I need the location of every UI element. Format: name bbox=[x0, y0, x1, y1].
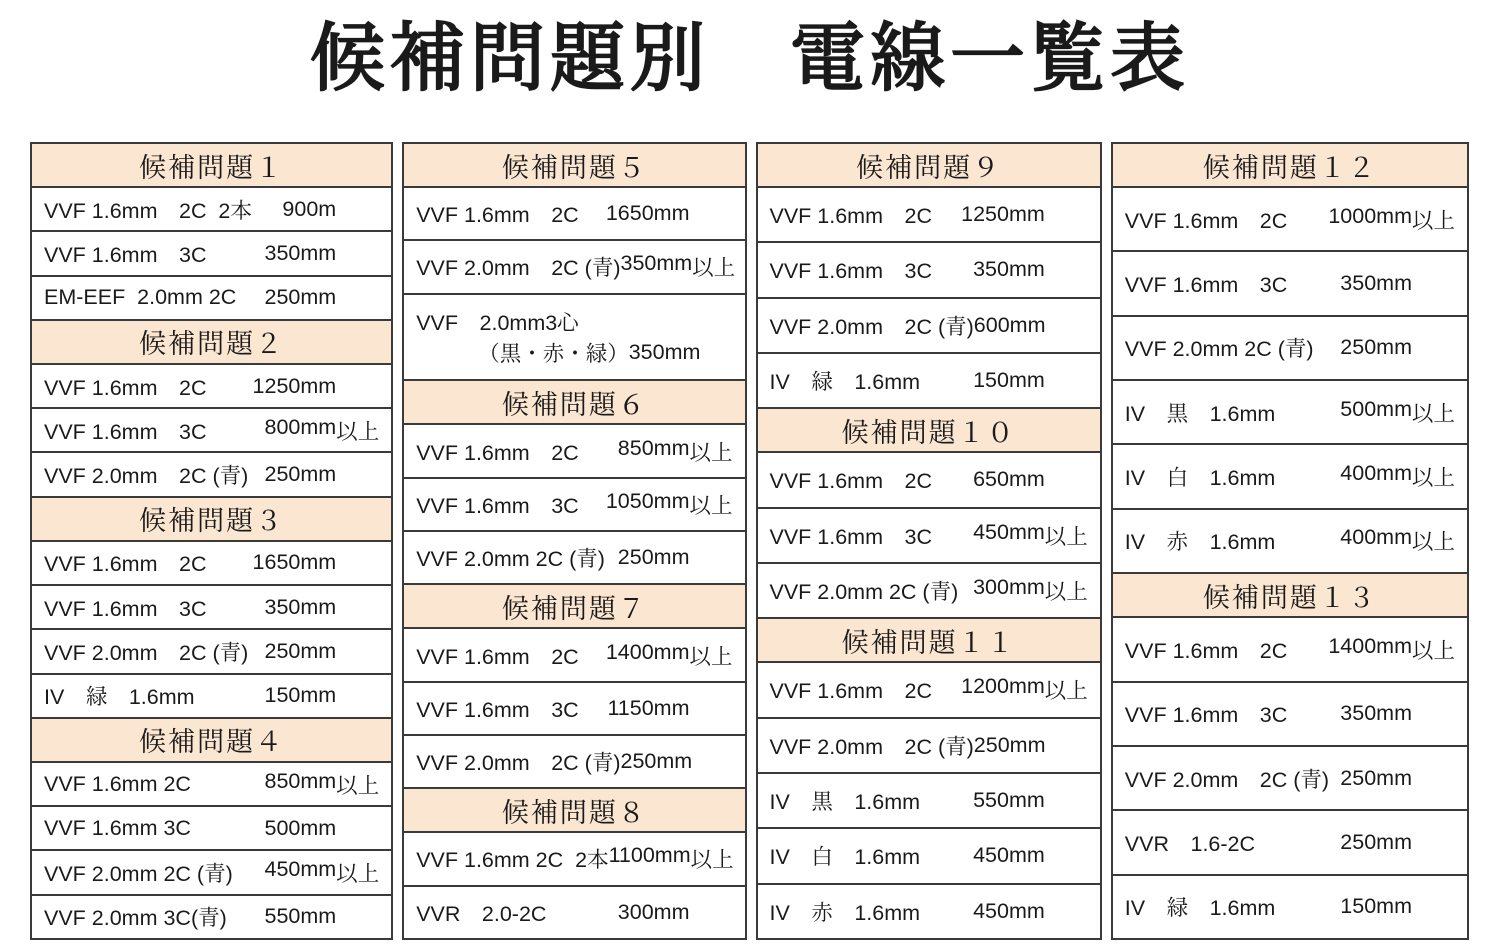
row-length-value: 250mm bbox=[1340, 765, 1412, 790]
row-length-value: 250mm bbox=[1340, 829, 1412, 854]
row-length bbox=[1340, 830, 1457, 855]
row-length-suffix bbox=[1412, 894, 1457, 919]
problem-section bbox=[30, 717, 393, 940]
row-spec: IV 赤 1.6mm bbox=[1124, 530, 1276, 555]
section-header: 候補問題８ bbox=[402, 787, 746, 833]
section-header: 候補問題７ bbox=[402, 583, 746, 629]
row-spec: IV 白 1.6mm bbox=[769, 845, 921, 870]
row-length-value: 250mm bbox=[264, 285, 337, 310]
row-length-suffix: 以上 bbox=[1044, 524, 1088, 549]
row-length-value: 1250mm bbox=[252, 373, 337, 398]
row-spec: IV 緑 1.6mm bbox=[1124, 896, 1276, 921]
table-row bbox=[30, 186, 393, 232]
problem-section bbox=[402, 787, 746, 940]
table-row bbox=[1111, 186, 1469, 252]
row-length-value: 300mm bbox=[617, 899, 690, 924]
row-length-suffix bbox=[1045, 899, 1090, 924]
row-length bbox=[973, 368, 1090, 393]
row-spec: IV 緑 1.6mm bbox=[769, 370, 921, 395]
table-row bbox=[402, 239, 746, 294]
table-row bbox=[756, 241, 1102, 298]
problem-section bbox=[30, 142, 393, 321]
row-length bbox=[609, 843, 736, 874]
row-spec: IV 黒 1.6mm bbox=[769, 790, 921, 815]
row-length bbox=[606, 640, 735, 671]
row-length-suffix: 以上 bbox=[692, 256, 736, 281]
row-length-value: 1200mm bbox=[961, 674, 1045, 699]
row-length bbox=[607, 696, 734, 721]
row-length-value: 1000mm bbox=[1328, 203, 1412, 228]
row-spec: VVF 1.6mm 2C bbox=[44, 552, 207, 577]
row-length-value: 1650mm bbox=[252, 550, 337, 575]
section-header: 候補問題２ bbox=[30, 319, 393, 365]
column-3 bbox=[756, 142, 1102, 940]
row-length bbox=[265, 639, 382, 664]
row-length-value: 250mm bbox=[264, 638, 337, 663]
table-row bbox=[30, 805, 393, 851]
row-length-value: 150mm bbox=[264, 683, 337, 708]
row-length-value: 350mm bbox=[620, 251, 693, 276]
row-spec: VVF 2.0mm 2C (青) bbox=[1124, 767, 1330, 792]
row-length-value: 800mm bbox=[264, 414, 337, 439]
table-row bbox=[30, 628, 393, 674]
row-length-value: 650mm bbox=[973, 467, 1045, 492]
row-length bbox=[265, 241, 382, 266]
row-length-value: 250mm bbox=[617, 545, 690, 570]
row-length-value: 350mm bbox=[264, 240, 337, 265]
row-spec: IV 緑 1.6mm bbox=[44, 685, 195, 710]
row-length-suffix bbox=[1045, 843, 1090, 868]
section-header: 候補問題１３ bbox=[1111, 572, 1469, 618]
problem-section bbox=[756, 407, 1102, 619]
row-length-value: 350mm bbox=[1340, 271, 1412, 296]
row-length-suffix bbox=[690, 900, 735, 925]
table-row bbox=[756, 297, 1102, 354]
row-spec: VVF 1.6mm 2C 2本 bbox=[44, 198, 252, 223]
table-row bbox=[756, 827, 1102, 884]
row-length-suffix bbox=[1412, 701, 1457, 726]
row-length-value: 1050mm bbox=[605, 488, 690, 513]
row-length bbox=[620, 251, 737, 282]
row-spec: VVF 2.0mm 2C (青) bbox=[769, 734, 974, 759]
row-spec: VVF 1.6mm 3C bbox=[416, 697, 579, 722]
row-length-suffix: 以上 bbox=[336, 773, 380, 798]
table-row bbox=[1111, 508, 1469, 574]
table-row bbox=[402, 477, 746, 532]
row-spec: VVF 2.0mm 2C (青) bbox=[44, 464, 249, 489]
row-spec: VVF 2.0mm 2C (青) bbox=[769, 580, 959, 605]
table-row bbox=[756, 507, 1102, 564]
row-length-suffix: 以上 bbox=[690, 848, 734, 873]
row-length bbox=[265, 769, 382, 800]
row-length-value: 400mm bbox=[1340, 461, 1412, 486]
row-length-suffix: 以上 bbox=[336, 419, 380, 444]
section-header: 候補問題６ bbox=[402, 379, 746, 425]
row-spec: VVF 2.0mm 2C (青) bbox=[1124, 337, 1314, 362]
row-length bbox=[618, 436, 735, 467]
row-length bbox=[629, 340, 746, 365]
row-spec: VVF 1.6mm 2C bbox=[769, 469, 932, 494]
row-length-suffix bbox=[1045, 788, 1090, 813]
row-length bbox=[973, 467, 1090, 492]
wire-table-grid bbox=[30, 142, 1469, 940]
row-length-value: 1650mm bbox=[605, 201, 690, 226]
table-row bbox=[756, 451, 1102, 508]
problem-section bbox=[402, 142, 746, 381]
row-length-value: 850mm bbox=[617, 435, 690, 460]
table-row bbox=[402, 885, 746, 940]
row-length bbox=[253, 550, 382, 575]
row-length bbox=[265, 904, 382, 929]
table-row bbox=[756, 562, 1102, 619]
table-row bbox=[756, 661, 1102, 718]
row-length bbox=[1340, 461, 1457, 492]
row-length-suffix bbox=[336, 462, 381, 487]
row-length bbox=[606, 201, 735, 226]
row-length bbox=[265, 816, 382, 841]
row-line-1 bbox=[416, 306, 734, 337]
row-spec: VVF 1.6mm 3C bbox=[44, 596, 207, 621]
row-length-suffix bbox=[1045, 467, 1090, 492]
row-spec: VVF 1.6mm 3C bbox=[416, 493, 579, 518]
row-length-value: 150mm bbox=[973, 368, 1045, 393]
row-length-suffix bbox=[690, 545, 735, 570]
row-spec: VVR 2.0-2C bbox=[416, 901, 547, 926]
row-length bbox=[973, 257, 1090, 282]
problem-section bbox=[756, 617, 1102, 940]
row-length-value: 600mm bbox=[973, 312, 1046, 337]
table-row bbox=[30, 451, 393, 497]
row-length-value: 1400mm bbox=[605, 639, 690, 664]
row-spec: IV 赤 1.6mm bbox=[769, 900, 921, 925]
table-row bbox=[402, 627, 746, 682]
table-row bbox=[1111, 250, 1469, 316]
row-spec: VVF 1.6mm 2C bbox=[769, 204, 932, 229]
row-spec: VVR 1.6-2C bbox=[1124, 831, 1256, 856]
row-length bbox=[265, 462, 382, 487]
table-row bbox=[30, 761, 393, 807]
row-length-suffix bbox=[336, 285, 381, 310]
row-length-suffix bbox=[336, 904, 381, 929]
row-spec: VVF 1.6mm 2C bbox=[44, 375, 207, 400]
row-spec: VVF 2.0mm 3C(青) bbox=[44, 906, 227, 931]
row-spec: VVF 1.6mm 3C bbox=[769, 524, 932, 549]
row-spec: VVF 1.6mm 2C bbox=[416, 203, 579, 228]
row-spec: EM-EEF 2.0mm 2C bbox=[44, 285, 237, 310]
row-length-suffix bbox=[1045, 733, 1090, 758]
table-row bbox=[30, 275, 393, 321]
row-length-suffix bbox=[336, 550, 381, 575]
table-row bbox=[30, 894, 393, 940]
row-spec: VVF 2.0mm3心 bbox=[416, 311, 579, 335]
row-length-suffix bbox=[1412, 766, 1457, 791]
row-spec: VVF 1.6mm 3C bbox=[44, 242, 207, 267]
section-header: 候補問題５ bbox=[402, 142, 746, 188]
row-length-suffix bbox=[336, 639, 381, 664]
row-length bbox=[265, 415, 382, 446]
table-row bbox=[30, 230, 393, 276]
row-length-value: 500mm bbox=[1340, 396, 1412, 421]
page-title: 候補問題別 電線一覧表 bbox=[309, 18, 1190, 101]
row-length-suffix bbox=[690, 201, 735, 226]
row-spec: VVF 2.0mm 2C (青) bbox=[416, 256, 621, 281]
table-row bbox=[402, 423, 746, 478]
table-row bbox=[30, 540, 393, 586]
row-length bbox=[620, 749, 737, 774]
row-length bbox=[265, 595, 382, 620]
row-spec: VVF 1.6mm 3C bbox=[1124, 703, 1288, 728]
row-spec: VVF 1.6mm 2C bbox=[416, 440, 579, 465]
row-length-suffix bbox=[336, 241, 381, 266]
row-spec: VVF 1.6mm 2C bbox=[1124, 208, 1288, 233]
row-length-suffix bbox=[336, 374, 381, 399]
table-row bbox=[30, 407, 393, 453]
row-length bbox=[973, 788, 1090, 813]
row-length-value: 1250mm bbox=[961, 202, 1045, 227]
problem-section bbox=[1111, 572, 1469, 940]
row-length-value: 350mm bbox=[628, 340, 701, 364]
row-length bbox=[1328, 204, 1457, 235]
section-header: 候補問題９ bbox=[756, 142, 1102, 188]
row-length-value: 550mm bbox=[264, 904, 337, 929]
row-length-value: 350mm bbox=[264, 594, 337, 619]
table-row bbox=[402, 831, 746, 886]
row-length-value: 500mm bbox=[264, 815, 337, 840]
row-spec: VVF 1.6mm 3C bbox=[44, 815, 191, 840]
row-length-value: 550mm bbox=[973, 788, 1045, 813]
column-2 bbox=[402, 142, 746, 940]
row-length bbox=[973, 575, 1090, 606]
row-length-suffix bbox=[1412, 335, 1457, 360]
table-row bbox=[1111, 616, 1469, 682]
section-header: 候補問題１１ bbox=[756, 617, 1102, 663]
row-length-suffix: 以上 bbox=[1412, 638, 1456, 663]
table-row bbox=[756, 717, 1102, 774]
table-row bbox=[402, 293, 746, 382]
row-length-suffix bbox=[336, 595, 381, 620]
row-length-value: 1400mm bbox=[1328, 633, 1412, 658]
row-spec: VVF 1.6mm 2C bbox=[416, 644, 579, 669]
table-row bbox=[1111, 745, 1469, 811]
table-row bbox=[756, 186, 1102, 243]
row-length-suffix bbox=[700, 340, 745, 365]
table-row bbox=[30, 363, 393, 409]
row-length-suffix: 以上 bbox=[1412, 401, 1456, 426]
row-length-value: 150mm bbox=[1340, 894, 1412, 919]
row-length bbox=[973, 520, 1090, 551]
table-row bbox=[1111, 443, 1469, 509]
row-length-suffix bbox=[692, 749, 737, 774]
row-length-suffix: 以上 bbox=[689, 493, 733, 518]
row-spec: VVF 1.6mm 3C bbox=[44, 419, 207, 444]
row-length-suffix bbox=[690, 696, 735, 721]
problem-section bbox=[402, 379, 746, 585]
row-length-value: 350mm bbox=[973, 257, 1045, 282]
row-length-suffix bbox=[1045, 202, 1090, 227]
row-spec: VVF 2.0mm 2C (青) bbox=[416, 547, 605, 572]
table-row bbox=[402, 681, 746, 736]
row-length-value: 450mm bbox=[973, 519, 1045, 544]
problem-section bbox=[30, 496, 393, 719]
table-row bbox=[30, 584, 393, 630]
table-row bbox=[1111, 809, 1469, 875]
table-row bbox=[402, 734, 746, 789]
table-row bbox=[1111, 874, 1469, 940]
row-spec: VVF 2.0mm 2C (青) bbox=[44, 862, 233, 887]
table-row bbox=[756, 352, 1102, 409]
row-spec: VVF 1.6mm 2C bbox=[769, 679, 932, 704]
table-row bbox=[1111, 315, 1469, 381]
row-length-value: 350mm bbox=[1340, 701, 1412, 726]
row-length bbox=[1340, 766, 1457, 791]
row-length-suffix bbox=[336, 683, 381, 708]
row-spec: VVF 1.6mm 2C 2本 bbox=[416, 848, 609, 873]
row-length bbox=[961, 202, 1090, 227]
row-length-value: 450mm bbox=[973, 843, 1045, 868]
column-4 bbox=[1111, 142, 1469, 940]
section-header: 候補問題１２ bbox=[1111, 142, 1469, 188]
row-length-value: 250mm bbox=[973, 732, 1046, 757]
row-spec: VVF 1.6mm 3C bbox=[1124, 273, 1288, 298]
row-length bbox=[265, 285, 382, 310]
table-row bbox=[756, 883, 1102, 940]
row-length bbox=[265, 683, 382, 708]
row-length-value: 250mm bbox=[264, 462, 337, 487]
row-spec: VVF 2.0mm 2C (青) bbox=[769, 314, 974, 339]
row-spec: IV 黒 1.6mm bbox=[1124, 401, 1276, 426]
row-line-2 bbox=[416, 337, 734, 368]
table-row bbox=[402, 186, 746, 241]
row-length bbox=[1340, 701, 1457, 726]
row-length bbox=[1340, 525, 1457, 556]
row-length-suffix bbox=[1412, 830, 1457, 855]
row-length bbox=[606, 489, 735, 520]
row-length bbox=[618, 545, 735, 570]
row-length bbox=[265, 857, 382, 888]
row-length-value: 450mm bbox=[973, 898, 1045, 923]
row-length bbox=[1328, 634, 1457, 665]
row-spec: IV 白 1.6mm bbox=[1124, 466, 1276, 491]
row-spec: VVF 2.0mm 2C (青) bbox=[44, 640, 249, 665]
row-length bbox=[1340, 894, 1457, 919]
row-length bbox=[1340, 397, 1457, 428]
row-length-value: 250mm bbox=[1340, 335, 1412, 360]
table-row bbox=[1111, 681, 1469, 747]
row-length bbox=[973, 843, 1090, 868]
row-spec: VVF 1.6mm 2C bbox=[1124, 638, 1288, 663]
row-length bbox=[282, 197, 381, 222]
row-spec: VVF 1.6mm 2C bbox=[44, 771, 191, 796]
row-spec-continued: （黒・赤・緑） bbox=[478, 342, 629, 366]
problem-section bbox=[402, 583, 746, 789]
table-row bbox=[1111, 379, 1469, 445]
row-length-suffix: 以上 bbox=[1412, 208, 1456, 233]
problem-section bbox=[30, 319, 393, 498]
table-row bbox=[30, 849, 393, 895]
row-length-suffix: 以上 bbox=[1412, 530, 1456, 555]
row-length-suffix: 以上 bbox=[1412, 466, 1456, 491]
row-length-suffix: 以上 bbox=[336, 862, 380, 887]
row-length-suffix bbox=[1045, 257, 1090, 282]
row-length-suffix: 以上 bbox=[689, 644, 733, 669]
row-length bbox=[974, 733, 1091, 758]
row-length-suffix: 以上 bbox=[1044, 580, 1088, 605]
section-header: 候補問題１０ bbox=[756, 407, 1102, 453]
row-length bbox=[618, 900, 735, 925]
row-length-suffix bbox=[336, 197, 381, 222]
section-header: 候補問題１ bbox=[30, 142, 393, 188]
row-spec: VVF 2.0mm 2C (青) bbox=[416, 751, 621, 776]
row-length-value: 1150mm bbox=[607, 695, 690, 720]
row-length bbox=[973, 899, 1090, 924]
row-length bbox=[253, 374, 382, 399]
row-length-value: 250mm bbox=[620, 749, 693, 774]
row-length-value: 450mm bbox=[264, 857, 337, 882]
row-length-suffix bbox=[1045, 368, 1090, 393]
row-spec: VVF 1.6mm 3C bbox=[769, 259, 932, 284]
problem-section bbox=[756, 142, 1102, 409]
row-length-value: 400mm bbox=[1340, 525, 1412, 550]
row-length bbox=[1340, 271, 1457, 296]
row-length bbox=[961, 674, 1090, 705]
table-row bbox=[402, 530, 746, 585]
row-length-suffix: 以上 bbox=[689, 440, 733, 465]
section-header: 候補問題４ bbox=[30, 717, 393, 763]
row-length-value: 850mm bbox=[264, 768, 337, 793]
row-length bbox=[974, 313, 1091, 338]
row-length bbox=[1340, 335, 1457, 360]
table-row bbox=[30, 673, 393, 719]
row-length-value: 1100mm bbox=[608, 843, 691, 868]
row-length-value: 900m bbox=[282, 196, 337, 221]
problem-section bbox=[1111, 142, 1469, 574]
table-row bbox=[756, 772, 1102, 829]
row-length-suffix: 以上 bbox=[1044, 679, 1088, 704]
row-length-suffix bbox=[1045, 313, 1090, 338]
row-length-value: 300mm bbox=[973, 575, 1045, 600]
section-header: 候補問題３ bbox=[30, 496, 393, 542]
row-length-suffix bbox=[1412, 271, 1457, 296]
column-1 bbox=[30, 142, 393, 940]
row-length-suffix bbox=[336, 816, 381, 841]
